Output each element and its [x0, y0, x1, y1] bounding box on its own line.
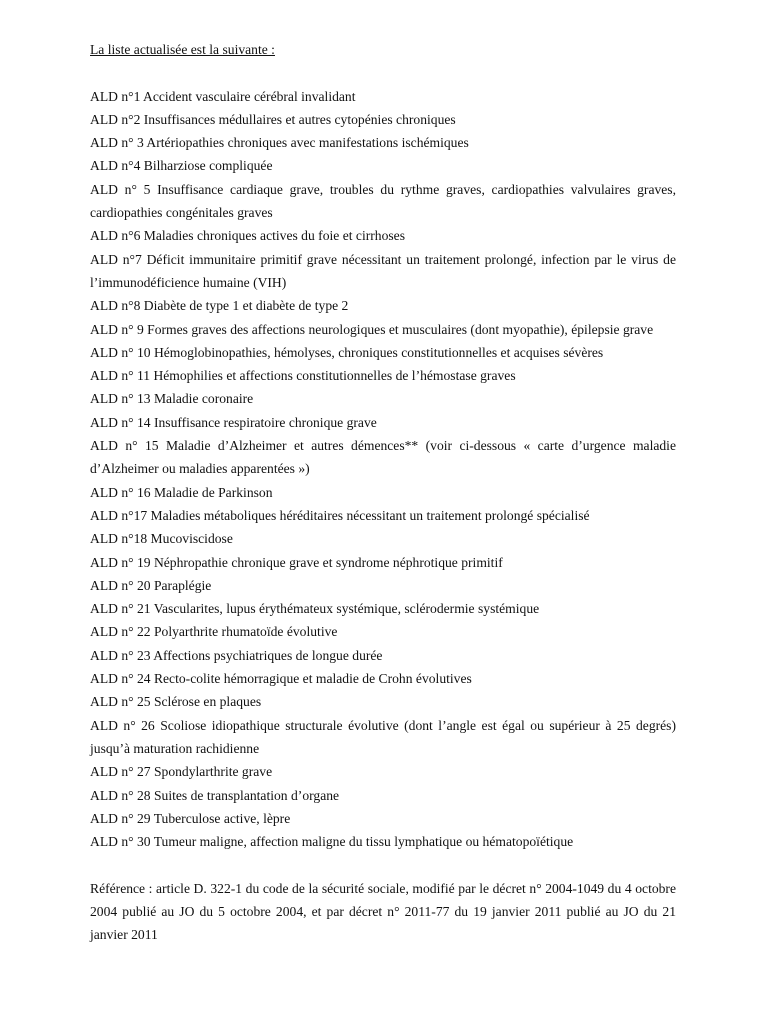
ald-list-item: ALD n° 25 Sclérose en plaques [90, 694, 262, 710]
ald-list-item: ALD n° 29 Tuberculose active, lèpre [90, 810, 291, 826]
ald-list-item: ALD n° 11 Hémophilies et affections constitutionnelles de l’hémostase graves [90, 368, 516, 384]
ald-list-item: ALD n° 19 Néphropathie chronique grave et syndrome néphrotique primitif [90, 554, 503, 570]
ald-list-item: ALD n° 30 Tumeur maligne, affection maligne du tissu lymphatique ou hématopoïétique [90, 834, 574, 850]
ald-list-item: ALD n°4 Bilharziose compliquée [90, 158, 273, 174]
list-heading: La liste actualisée est la suivante : [90, 42, 275, 57]
ald-list-item: ALD n° 16 Maladie de Parkinson [90, 484, 273, 500]
ald-list-item: ALD n° 21 Vascularites, lupus érythémateux systémique, sclérodermie systémique [90, 601, 540, 617]
ald-list-item: ALD n°8 Diabète de type 1 et diabète de type 2 [90, 298, 349, 314]
ald-list-item: ALD n° 24 Recto-colite hémorragique et maladie de Crohn évolutives [90, 671, 472, 687]
document-page [90, 38, 676, 947]
ald-list-item: ALD n°18 Mucoviscidose [90, 531, 233, 547]
ald-list-item: ALD n° 22 Polyarthrite rhumatoïde évolutive [90, 624, 338, 640]
ald-list-item: ALD n°2 Insuffisances médullaires et autres cytopénies chroniques [90, 111, 456, 127]
ald-list-item: ALD n°1 Accident vasculaire cérébral invalidant [90, 88, 356, 104]
ald-list-item: ALD n° 3 Artériopathies chroniques avec manifestations ischémiques [90, 135, 469, 151]
ald-list-item: ALD n° 13 Maladie coronaire [90, 391, 254, 407]
ald-list-item: ALD n° 28 Suites de transplantation d’organe [90, 787, 340, 803]
ald-list-item: ALD n° 27 Spondylarthrite grave [90, 764, 273, 780]
ald-list-item: ALD n° 5 Insuffisance cardiaque grave, troubles du rythme graves, cardiopathies valvulaires graves, cardiopathies congénitales graves [90, 181, 676, 221]
ald-list-item: ALD n°6 Maladies chroniques actives du foie et cirrhoses [90, 228, 405, 244]
ald-list-item: ALD n° 9 Formes graves des affections neurologiques et musculaires (dont myopathie), épilepsie grave [90, 321, 654, 337]
ald-list-item: ALD n° 23 Affections psychiatriques de longue durée [90, 647, 383, 663]
ald-list-item: ALD n° 10 Hémoglobinopathies, hémolyses, chroniques constitutionnelles et acquises sévères [90, 344, 604, 360]
ald-list-item: ALD n° 15 Maladie d’Alzheimer et autres démences** (voir ci-dessous « carte d’urgence maladie d’Alzheimer ou maladies apparentées ») [90, 438, 676, 477]
ald-list-item: ALD n°17 Maladies métaboliques héréditaires nécessitant un traitement prolongé spécialisé [90, 507, 590, 523]
ald-list [90, 85, 676, 854]
ald-list-item: ALD n° 26 Scoliose idiopathique structurale évolutive (dont l’angle est égal ou supérieur à 25 degrés) jusqu’à maturation rachidienne [90, 717, 676, 756]
ald-list-item: ALD n° 20 Paraplégie [90, 577, 212, 593]
reference-paragraph: Référence : article D. 322-1 du code de la sécurité sociale, modifié par le décret n° 2004-1049 du 4 octobre 2004 publié au JO du 5 octobre 2004, et par décret n° 2011-77 du 19 janvier 2011 publié au JO du 21 janvier 2011 [90, 880, 676, 943]
ald-list-item: ALD n° 14 Insuffisance respiratoire chronique grave [90, 414, 377, 430]
ald-list-item: ALD n°7 Déficit immunitaire primitif grave nécessitant un traitement prolongé, infection par le virus de l’immunodéficience humaine (VIH) [90, 251, 676, 290]
